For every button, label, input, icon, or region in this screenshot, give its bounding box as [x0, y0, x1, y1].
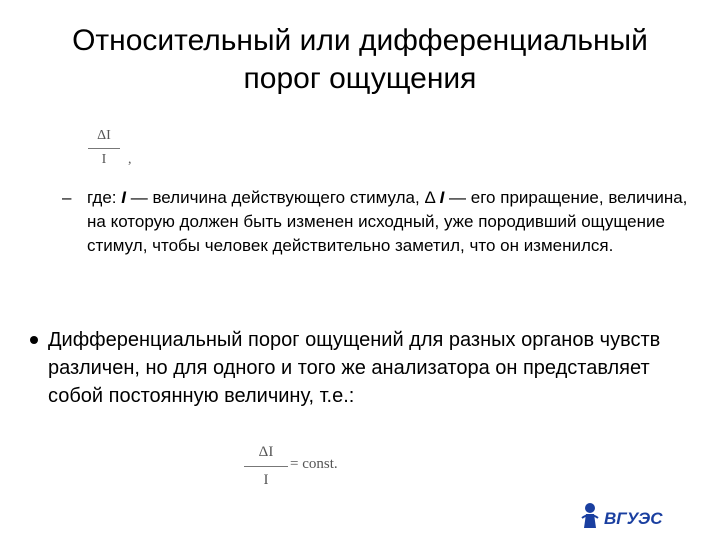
- logo-text: ВГУЭС: [604, 509, 663, 528]
- bullet-dot-icon: [30, 336, 38, 344]
- symbol-delta-i: I: [439, 188, 445, 207]
- formula-comma: ,: [128, 152, 132, 167]
- formula-numerator: ΔI: [97, 128, 111, 143]
- fraction-bar: [88, 148, 120, 149]
- bullet-text: Дифференциальный порог ощущений для разных органов чувств различен, но для одного и того же анализатора он представляет собой постоянную величину, т.е.:: [48, 329, 661, 407]
- dash-marker: –: [62, 188, 72, 207]
- bullet-differential-threshold: [28, 326, 688, 410]
- vguee-logo-icon: [580, 494, 696, 534]
- formula-relative-threshold: [82, 124, 142, 184]
- slide-title: Относительный или дифференциальный порог ощущения: [72, 24, 648, 95]
- formula-numerator: ΔI: [258, 444, 274, 460]
- formula-denominator: I: [101, 152, 107, 167]
- definition-part-3: — его приращение, величина, на которую должен быть изменен исходный, уже породивший ощущение стимул, чтобы человек действительно заметил, что он изменился.: [87, 188, 688, 255]
- symbol-i: I: [121, 188, 126, 207]
- sub-bullet-definition: [62, 186, 692, 258]
- formula-denominator: I: [263, 472, 269, 488]
- formula-const: [240, 440, 380, 500]
- definition-part-2: — величина действующего стимула, Δ: [126, 188, 440, 207]
- definition-part-1: где:: [87, 188, 122, 207]
- definition-text: [87, 186, 692, 258]
- fraction-bar: [244, 466, 288, 467]
- formula-equals-const: = const.: [290, 456, 338, 472]
